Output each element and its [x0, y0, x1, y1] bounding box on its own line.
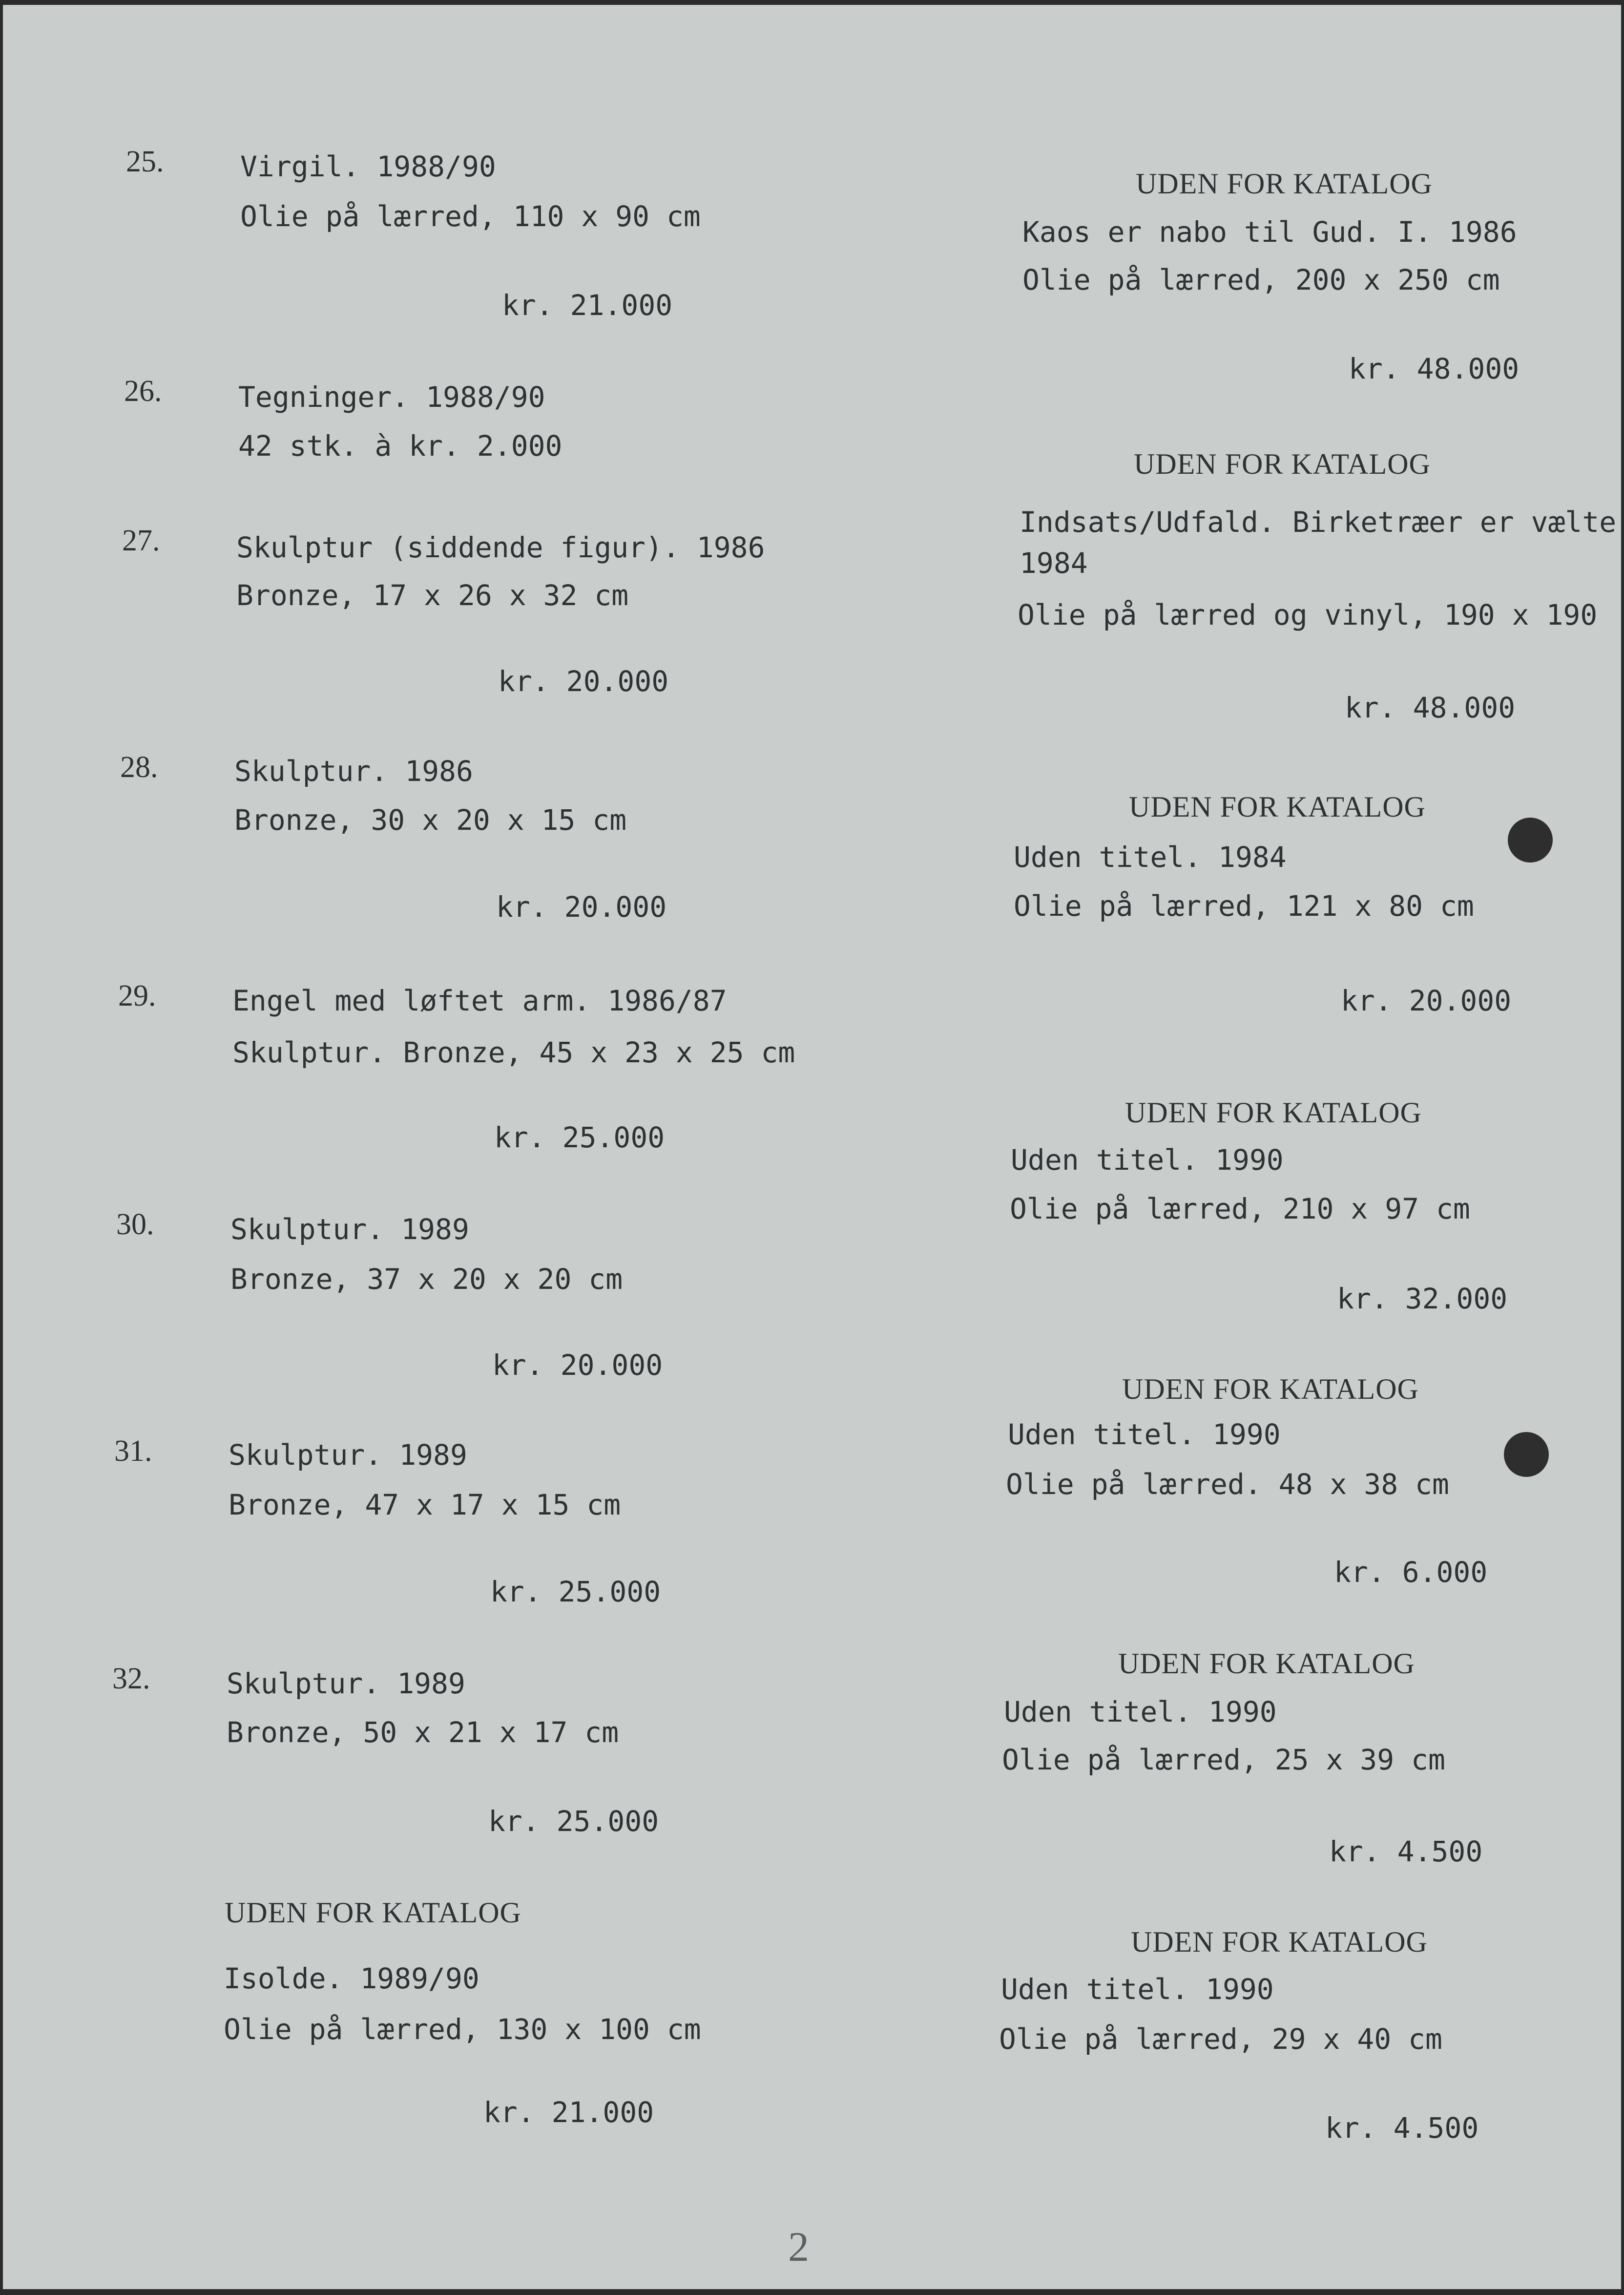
entry-price: kr. 21.000 — [502, 289, 673, 322]
section-heading: UDEN FOR KATALOG — [1118, 1647, 1415, 1680]
entry-title: Skulptur. 1986 — [234, 755, 473, 788]
entry-number: 32. — [112, 1662, 150, 1695]
section-heading: UDEN FOR KATALOG — [1129, 791, 1426, 823]
entry-number: 31. — [114, 1434, 152, 1468]
section-heading: UDEN FOR KATALOG — [225, 1896, 521, 1929]
entry-price: kr. 20.000 — [492, 1348, 663, 1382]
entry-number: 28. — [120, 751, 158, 784]
entry-title: Engel med løftet arm. 1986/87 — [232, 984, 727, 1017]
entry-title: Skulptur. 1989 — [229, 1438, 467, 1472]
entry-title: Uden titel. 1990 — [1001, 1973, 1274, 2006]
entry-number: 29. — [118, 979, 156, 1012]
entry-title: Uden titel. 1990 — [1004, 1695, 1277, 1728]
section-heading: UDEN FOR KATALOG — [1122, 1373, 1419, 1405]
entry-price: kr. 4.500 — [1329, 1835, 1483, 1868]
entry-title: Uden titel. 1990 — [1011, 1143, 1284, 1177]
punch-hole — [1508, 818, 1553, 863]
entry-price: kr. 25.000 — [488, 1805, 659, 1838]
entry-title: Skulptur (siddende figur). 1986 — [236, 531, 765, 564]
entry-number: 27. — [122, 524, 160, 557]
entry-price: kr. 6.000 — [1334, 1556, 1488, 1589]
entry-medium: Olie på lærred. 48 x 38 cm — [1006, 1468, 1449, 1501]
section-heading: UDEN FOR KATALOG — [1131, 1926, 1428, 1958]
entry-medium: Bronze, 50 x 21 x 17 cm — [227, 1716, 619, 1749]
entry-medium: Olie på lærred, 25 x 39 cm — [1002, 1743, 1445, 1776]
entry-price: kr. 20.000 — [498, 665, 669, 698]
document-sheet — [3, 5, 1621, 2289]
section-heading: UDEN FOR KATALOG — [1136, 168, 1433, 200]
entry-title-line2: 1984 — [1020, 547, 1088, 580]
entry-title: Tegninger. 1988/90 — [238, 380, 545, 414]
entry-medium: Olie på lærred, 110 x 90 cm — [240, 200, 701, 233]
punch-hole — [1504, 1432, 1549, 1477]
entry-title: Uden titel. 1990 — [1008, 1418, 1281, 1451]
entry-medium: Olie på lærred, 29 x 40 cm — [999, 2022, 1442, 2056]
entry-number: 25. — [126, 145, 164, 178]
entry-price: kr. 20.000 — [1341, 984, 1512, 1017]
entry-medium: 42 stk. à kr. 2.000 — [238, 429, 562, 463]
section-heading: UDEN FOR KATALOG — [1125, 1096, 1422, 1129]
entry-title: Virgil. 1988/90 — [240, 150, 496, 183]
entry-medium: Skulptur. Bronze, 45 x 23 x 25 cm — [232, 1036, 795, 1069]
entry-medium: Olie på lærred, 210 x 97 cm — [1010, 1192, 1470, 1225]
section-heading: UDEN FOR KATALOG — [1134, 448, 1431, 480]
page-number: 2 — [788, 2223, 809, 2270]
entry-title: Skulptur. 1989 — [230, 1213, 469, 1246]
entry-price: kr. 21.000 — [483, 2096, 654, 2129]
entry-title: Skulptur. 1989 — [227, 1667, 465, 1700]
entry-medium: Bronze, 47 x 17 x 15 cm — [229, 1488, 621, 1521]
entry-number: 30. — [116, 1208, 154, 1241]
entry-title: Indsats/Udfald. Birketræer er vælte — [1020, 505, 1617, 539]
entry-medium: Bronze, 17 x 26 x 32 cm — [236, 579, 629, 612]
entry-medium: Bronze, 30 x 20 x 15 cm — [234, 803, 627, 837]
entry-title: Isolde. 1989/90 — [224, 1962, 479, 1995]
entry-price: kr. 4.500 — [1325, 2111, 1479, 2145]
entry-number: 26. — [124, 375, 162, 408]
entry-title: Uden titel. 1984 — [1014, 841, 1287, 874]
entry-medium: Olie på lærred, 130 x 100 cm — [224, 2013, 701, 2046]
entry-medium: Olie på lærred, 200 x 250 cm — [1022, 263, 1500, 296]
entry-medium: Bronze, 37 x 20 x 20 cm — [230, 1263, 623, 1296]
entry-price: kr. 20.000 — [496, 890, 667, 924]
entry-price: kr. 25.000 — [490, 1575, 661, 1608]
entry-price: kr. 32.000 — [1337, 1282, 1508, 1315]
entry-title: Kaos er nabo til Gud. I. 1986 — [1022, 215, 1517, 249]
entry-medium: Olie på lærred og vinyl, 190 x 190 — [1018, 598, 1598, 632]
entry-price: kr. 48.000 — [1345, 691, 1516, 724]
entry-medium: Olie på lærred, 121 x 80 cm — [1014, 889, 1474, 923]
entry-price: kr. 25.000 — [494, 1121, 665, 1154]
entry-price: kr. 48.000 — [1349, 352, 1520, 385]
